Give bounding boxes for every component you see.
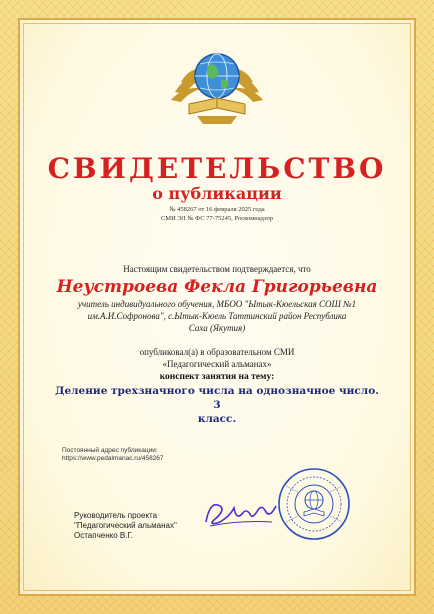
certificate-number: № 458267 от 16 февраля 2025 года — [169, 206, 265, 213]
published-text: опубликовал(а) в образовательном СМИ — [139, 347, 295, 357]
signer-project: "Педагогический альманах" — [74, 521, 177, 530]
role-line: Саха (Якутия) — [188, 323, 246, 333]
media-registration: СМИ ЭЛ № ФС 77-75245, Роскомнадзор — [160, 215, 274, 222]
publication-link[interactable]: https://www.pedalmanac.ru/458267 — [62, 455, 164, 462]
topic-line: класс. — [197, 413, 237, 425]
media-name: «Педагогический альманах» — [162, 359, 272, 369]
round-seal-stamp-icon — [276, 466, 352, 542]
recipient-role — [60, 298, 374, 334]
confirm-text: Настоящим свидетельством подтверждается, что — [123, 264, 311, 274]
signer-name: Остапченко В.Г. — [74, 531, 134, 540]
signer-role: Руководитель проекта — [74, 511, 158, 520]
certificate-title: СВИДЕТЕЛЬСТВО — [47, 152, 387, 185]
certificate-subtitle: о публикации — [152, 184, 282, 203]
address-label: Постоянный адрес публикации: — [62, 447, 158, 454]
globe-book-laurel-emblem-icon — [167, 42, 267, 132]
role-line: им.А.И.Софронова", с.Ытык-Кюель Таттинский район Республика — [87, 311, 347, 321]
role-line: учитель индивидуального обучения, МБОО "Ытык-Кюельская СОШ №1 — [77, 299, 357, 309]
topic-line: Деление трехзначного числа на однозначное число. 3 — [55, 385, 379, 411]
recipient-name: Неустроева Фекла Григорьевна — [56, 277, 378, 297]
handwritten-signature-icon — [200, 492, 280, 532]
publication-topic — [50, 384, 384, 426]
work-kind: конспект занятия на тему: — [159, 372, 275, 382]
